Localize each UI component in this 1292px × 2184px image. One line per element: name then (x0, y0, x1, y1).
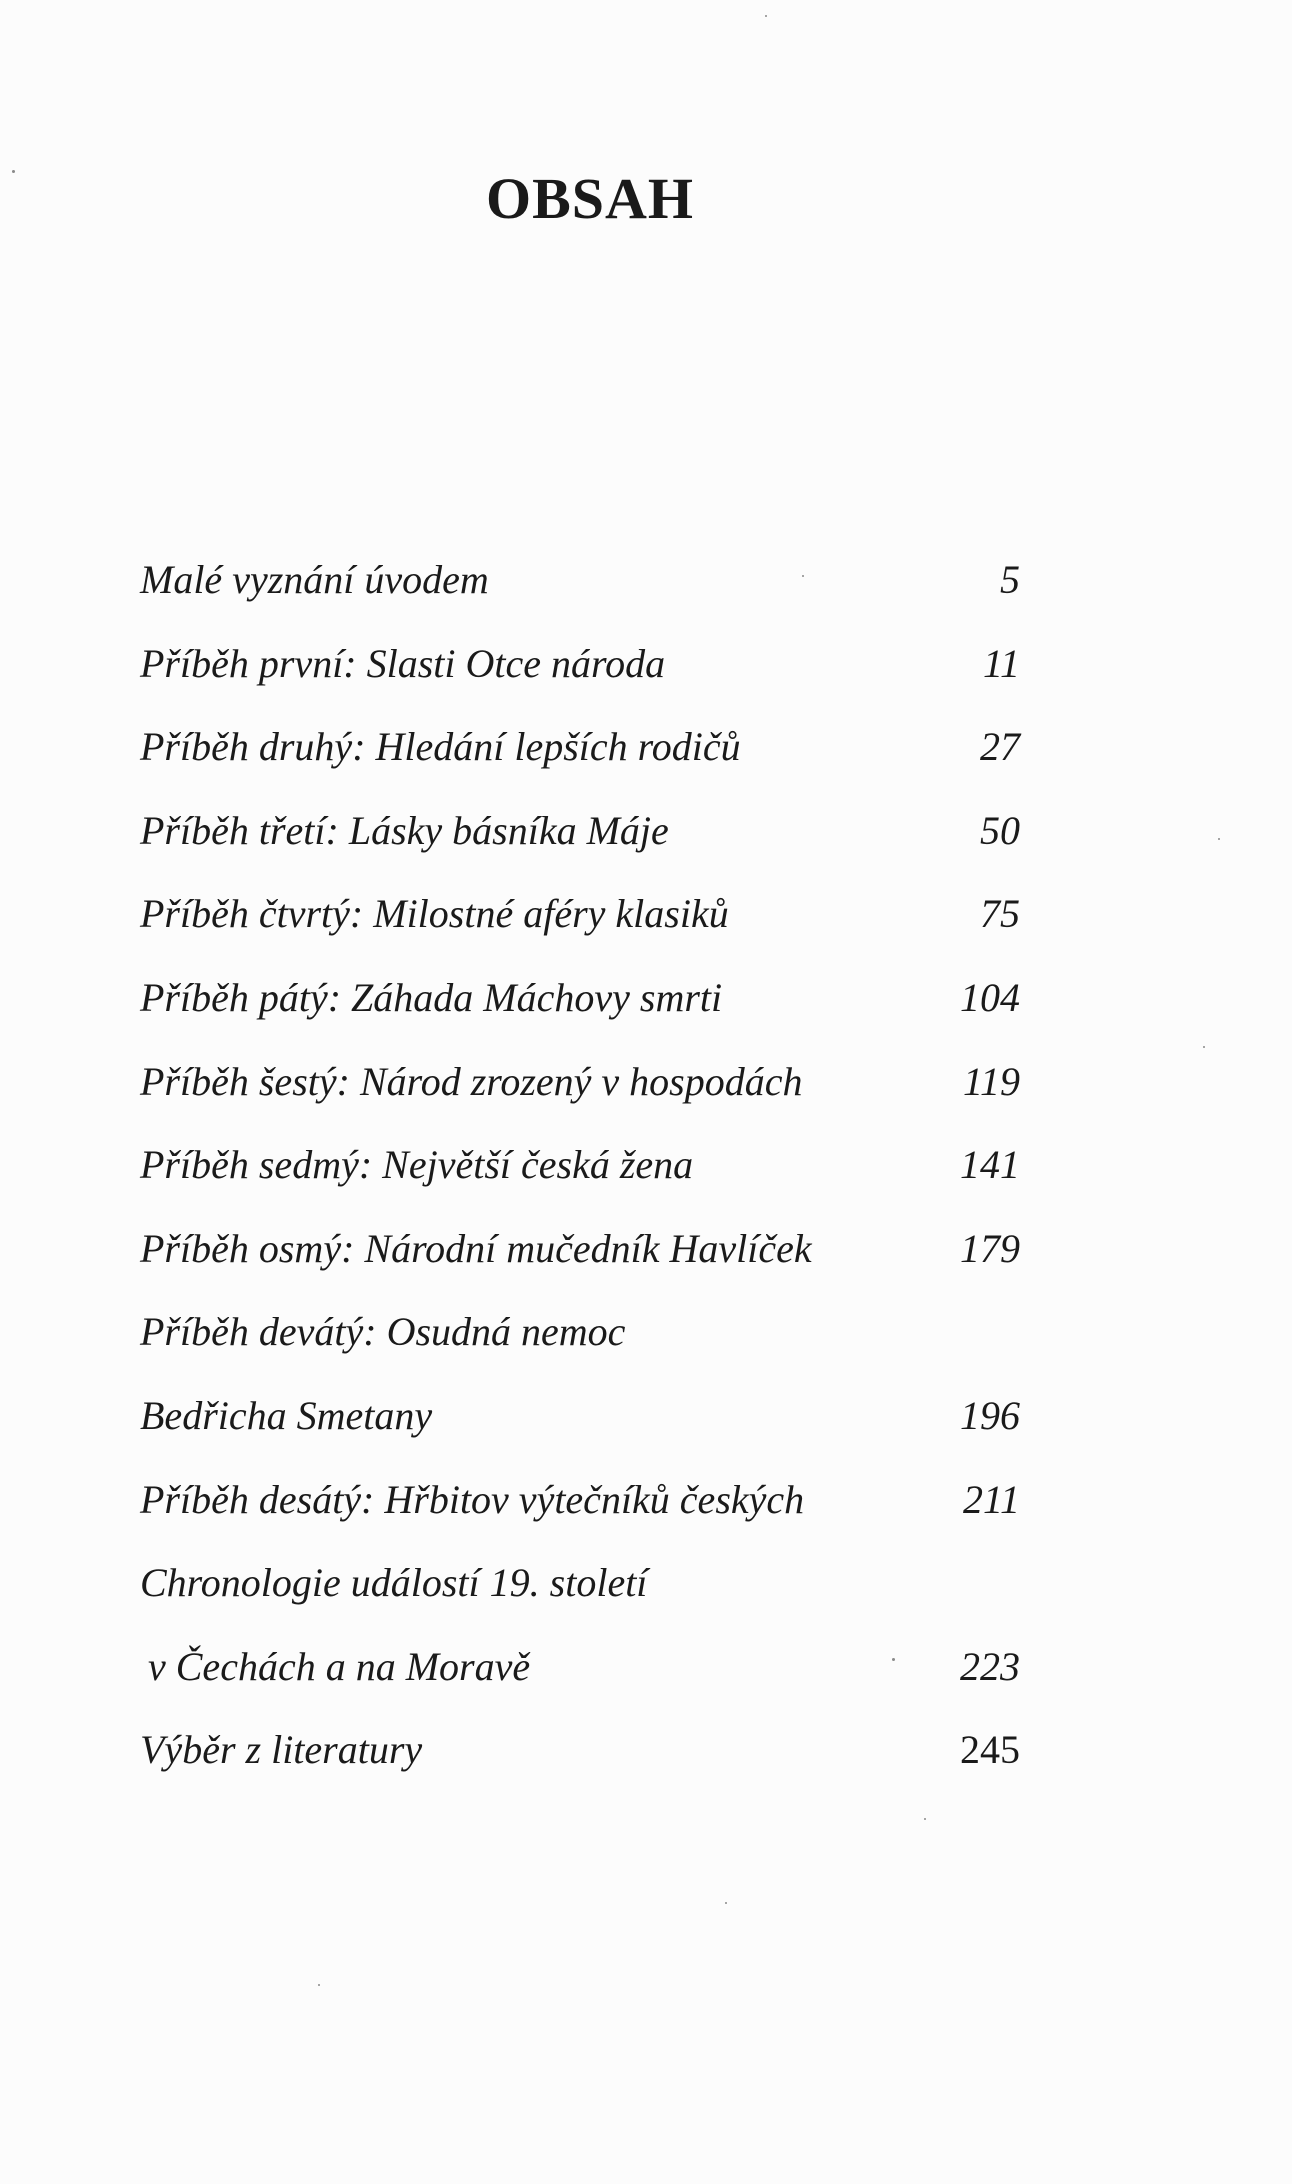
toc-entry-page: 179 (960, 1225, 1020, 1271)
toc-entry-story-9-line-2 (140, 1384, 1020, 1468)
toc-entry-title: Příběh čtvrtý: Milostné aféry klasiků (140, 891, 729, 937)
toc-entry-title: Příběh desátý: Hřbitov výtečníků českých (140, 1476, 805, 1522)
scan-speck (924, 1818, 926, 1820)
toc-entry-story-2 (140, 715, 1020, 799)
table-of-contents (140, 548, 1020, 1802)
toc-entry-title: Malé vyznání úvodem (140, 557, 489, 602)
toc-entry-title: Příběh osmý: Národní mučedník Havlíček (140, 1225, 812, 1271)
toc-entry-title: Příběh pátý: Záhada Máchovy smrti (140, 974, 723, 1020)
toc-entry-story-1 (140, 632, 1020, 716)
toc-entry-page: 50 (980, 807, 1020, 853)
scan-speck (802, 575, 804, 577)
toc-entry-title: Příběh druhý: Hledání lepších rodičů (140, 724, 741, 770)
scan-speck (12, 170, 15, 173)
toc-entry-story-9-line-1 (140, 1300, 1020, 1384)
toc-entry-story-8 (140, 1217, 1020, 1301)
toc-entry-intro (140, 548, 1020, 632)
toc-entry-title: v Čechách a na Moravě (148, 1643, 531, 1689)
toc-entry-title: Příběh první: Slasti Otce národa (140, 640, 666, 686)
toc-entry-title: Výběr z literatury (140, 1727, 423, 1773)
scan-speck (725, 1902, 727, 1904)
toc-entry-title: Příběh šestý: Národ zrozený v hospodách (140, 1058, 803, 1104)
scan-speck (1218, 838, 1220, 840)
toc-entry-page: 211 (962, 1476, 1020, 1522)
toc-entry-page: 245 (960, 1727, 1020, 1773)
page-title: OBSAH (485, 166, 695, 231)
toc-entry-chronology-line-2 (140, 1635, 1020, 1719)
toc-entry-chronology-line-1 (140, 1551, 1020, 1635)
scan-speck (1203, 1046, 1205, 1048)
toc-entry-page: 223 (960, 1643, 1020, 1689)
toc-entry-title: Chronologie událostí 19. století (140, 1560, 648, 1606)
toc-entry-story-6 (140, 1050, 1020, 1134)
toc-entry-page: 75 (980, 891, 1020, 937)
toc-entry-title: Příběh devátý: Osudná nemoc (140, 1309, 626, 1355)
toc-entry-page: 104 (960, 974, 1020, 1020)
toc-entry-story-4 (140, 882, 1020, 966)
toc-entry-page: 5 (1000, 557, 1020, 602)
toc-entry-page: 119 (962, 1058, 1020, 1104)
toc-entry-page: 141 (960, 1142, 1020, 1188)
toc-entry-title: Příběh třetí: Lásky básníka Máje (140, 807, 669, 853)
toc-entry-page: 11 (982, 640, 1020, 686)
toc-entry-story-5 (140, 966, 1020, 1050)
scan-speck (765, 15, 767, 17)
toc-entry-story-10 (140, 1468, 1020, 1552)
toc-entry-title: Příběh sedmý: Největší česká žena (140, 1142, 694, 1188)
toc-entry-story-7 (140, 1133, 1020, 1217)
scan-speck (892, 1658, 895, 1661)
toc-entry-page: 196 (960, 1392, 1020, 1438)
toc-entry-literature (140, 1718, 1020, 1802)
toc-entry-page: 27 (980, 724, 1020, 770)
toc-entry-title: Bedřicha Smetany (140, 1392, 433, 1438)
toc-entry-story-3 (140, 799, 1020, 883)
scan-speck (318, 1984, 320, 1986)
